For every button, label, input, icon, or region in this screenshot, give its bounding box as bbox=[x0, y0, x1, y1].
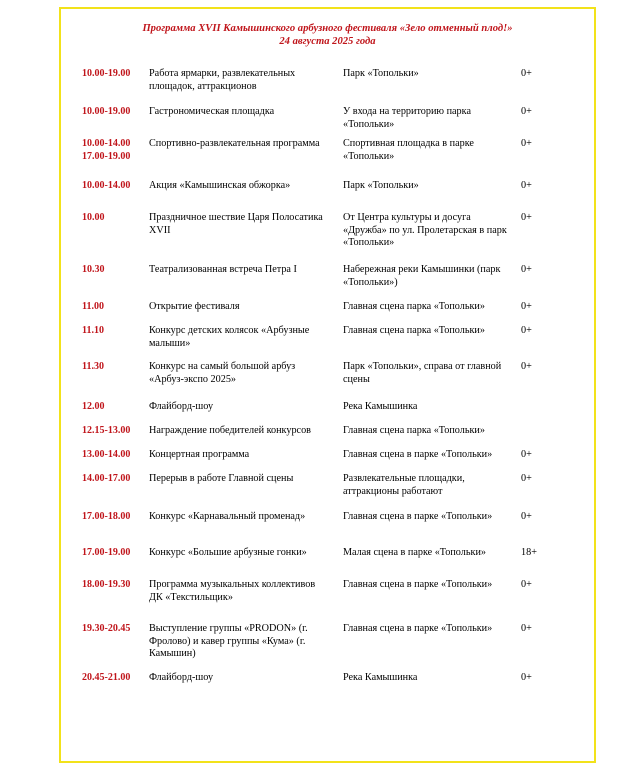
event-cell: Конкурс на самый большой арбуз «Арбуз-экспо 2025» bbox=[149, 361, 296, 385]
time-value: 18.00-19.30 bbox=[82, 579, 131, 590]
time-cell bbox=[82, 672, 146, 685]
age-rating-cell: 0+ bbox=[521, 511, 532, 522]
time-cell bbox=[82, 68, 146, 81]
place-cell: Главная сцена в парке «Топольки» bbox=[343, 449, 493, 460]
time-cell bbox=[82, 180, 146, 193]
time-cell bbox=[82, 264, 146, 277]
event-cell: Театрализованная встреча Петра I bbox=[149, 264, 297, 275]
event-cell: Конкурс детских колясок «Арбузные малыши» bbox=[149, 325, 310, 349]
age-rating-cell: 0+ bbox=[521, 473, 532, 484]
age-rating-cell: 18+ bbox=[521, 547, 537, 558]
time-cell bbox=[82, 212, 146, 225]
time-cell bbox=[82, 623, 146, 636]
place-cell: Малая сцена в парке «Топольки» bbox=[343, 547, 486, 558]
time-value: 10.00 bbox=[82, 212, 105, 223]
place-cell: Главная сцена в парке «Топольки» bbox=[343, 511, 493, 522]
time-value: 10.00-14.00 bbox=[82, 138, 131, 149]
event-cell: Гастрономическая площадка bbox=[149, 106, 275, 117]
time-value: 12.15-13.00 bbox=[82, 425, 131, 436]
time-cell bbox=[82, 361, 146, 374]
event-cell: Открытие фестиваля bbox=[149, 301, 240, 312]
age-rating-cell: 0+ bbox=[521, 106, 532, 117]
event-cell: Акция «Камышинская обжорка» bbox=[149, 180, 291, 191]
time-value: 17.00-19.00 bbox=[82, 547, 131, 558]
age-rating-cell: 0+ bbox=[521, 138, 532, 149]
time-value: 13.00-14.00 bbox=[82, 449, 131, 460]
place-cell: Главная сцена парка «Топольки» bbox=[343, 325, 485, 336]
time-cell bbox=[82, 473, 146, 486]
time-cell bbox=[82, 511, 146, 524]
time-cell bbox=[82, 325, 146, 338]
place-cell: Развлекательные площадки, аттракционы работают bbox=[343, 473, 465, 497]
place-cell: Главная сцена в парке «Топольки» bbox=[343, 579, 493, 590]
age-rating-cell: 0+ bbox=[521, 449, 532, 460]
time-cell bbox=[82, 106, 146, 119]
age-rating-cell: 0+ bbox=[521, 212, 532, 223]
age-rating-cell: 0+ bbox=[521, 623, 532, 634]
time-value: 10.00-19.00 bbox=[82, 68, 131, 79]
place-cell: У входа на территорию парка «Топольки» bbox=[343, 106, 471, 130]
event-cell: Концертная программа bbox=[149, 449, 250, 460]
time-value: 11.30 bbox=[82, 361, 104, 372]
age-rating-cell: 0+ bbox=[521, 264, 532, 275]
time-value: 14.00-17.00 bbox=[82, 473, 131, 484]
event-cell: Работа ярмарки, развлекательных площадок, аттракционов bbox=[149, 68, 296, 92]
age-rating-cell: 0+ bbox=[521, 361, 532, 372]
place-cell: Спортивная площадка в парке «Топольки» bbox=[343, 138, 474, 162]
title-date: 24 августа 2025 года bbox=[279, 36, 376, 47]
event-cell: Конкурс «Карнавальный променад» bbox=[149, 511, 306, 522]
place-cell: Река Камышинка bbox=[343, 401, 418, 412]
time-value: 19.30-20.45 bbox=[82, 623, 131, 634]
time-value: 20.45-21.00 bbox=[82, 672, 131, 683]
age-rating-cell: 0+ bbox=[521, 579, 532, 590]
age-rating-cell: 0+ bbox=[521, 325, 532, 336]
time-value: 12.00 bbox=[82, 401, 105, 412]
event-cell: Спортивно-развлекательная программа bbox=[149, 138, 320, 149]
title-line-1: Программа XVII Камышинского арбузного фестиваля «Зело отменный плод!» bbox=[142, 23, 513, 34]
place-cell: Главная сцена в парке «Топольки» bbox=[343, 623, 493, 634]
event-cell: Перерыв в работе Главной сцены bbox=[149, 473, 294, 484]
time-cell bbox=[82, 138, 146, 163]
event-cell: Награждение победителей конкурсов bbox=[149, 425, 311, 436]
time-value: 17.00-19.00 bbox=[82, 150, 131, 162]
age-rating-cell: 0+ bbox=[521, 180, 532, 191]
time-cell bbox=[82, 449, 146, 462]
time-value: 10.00-19.00 bbox=[82, 106, 131, 117]
time-cell bbox=[82, 401, 146, 414]
event-cell: Выступление группы «PRODON» (г. Фролово) и кавер группы «Кума» (г. Камышин) bbox=[149, 623, 308, 659]
time-value: 10.00-14.00 bbox=[82, 180, 131, 191]
place-cell: От Центра культуры и досуга «Дружба» по ул. Пролетарская в парк «Топольки» bbox=[343, 212, 507, 248]
place-cell: Парк «Топольки» bbox=[343, 68, 419, 79]
place-cell: Главная сцена парка «Топольки» bbox=[343, 301, 485, 312]
event-cell: Конкурс «Большие арбузные гонки» bbox=[149, 547, 307, 558]
time-cell bbox=[82, 579, 146, 592]
program-title bbox=[59, 22, 596, 48]
age-rating-cell: 0+ bbox=[521, 672, 532, 683]
event-cell: Программа музыкальных коллективов ДК «Текстильщик» bbox=[149, 579, 316, 603]
event-cell: Флайборд-шоу bbox=[149, 672, 214, 683]
time-cell bbox=[82, 425, 146, 438]
time-value: 11.00 bbox=[82, 301, 104, 312]
time-value: 11.10 bbox=[82, 325, 104, 336]
event-cell: Праздничное шествие Царя Полосатика XVII bbox=[149, 212, 323, 236]
age-rating-cell: 0+ bbox=[521, 301, 532, 312]
time-value: 17.00-18.00 bbox=[82, 511, 131, 522]
time-cell bbox=[82, 547, 146, 560]
place-cell: Парк «Топольки» bbox=[343, 180, 419, 191]
event-cell: Флайборд-шоу bbox=[149, 401, 214, 412]
place-cell: Река Камышинка bbox=[343, 672, 418, 683]
place-cell: Главная сцена парка «Топольки» bbox=[343, 425, 485, 436]
place-cell: Набережная реки Камышинки (парк «Топольки») bbox=[343, 264, 501, 288]
time-value: 10.30 bbox=[82, 264, 105, 275]
time-cell bbox=[82, 301, 146, 314]
place-cell: Парк «Топольки», справа от главной сцены bbox=[343, 361, 502, 385]
age-rating-cell: 0+ bbox=[521, 68, 532, 79]
